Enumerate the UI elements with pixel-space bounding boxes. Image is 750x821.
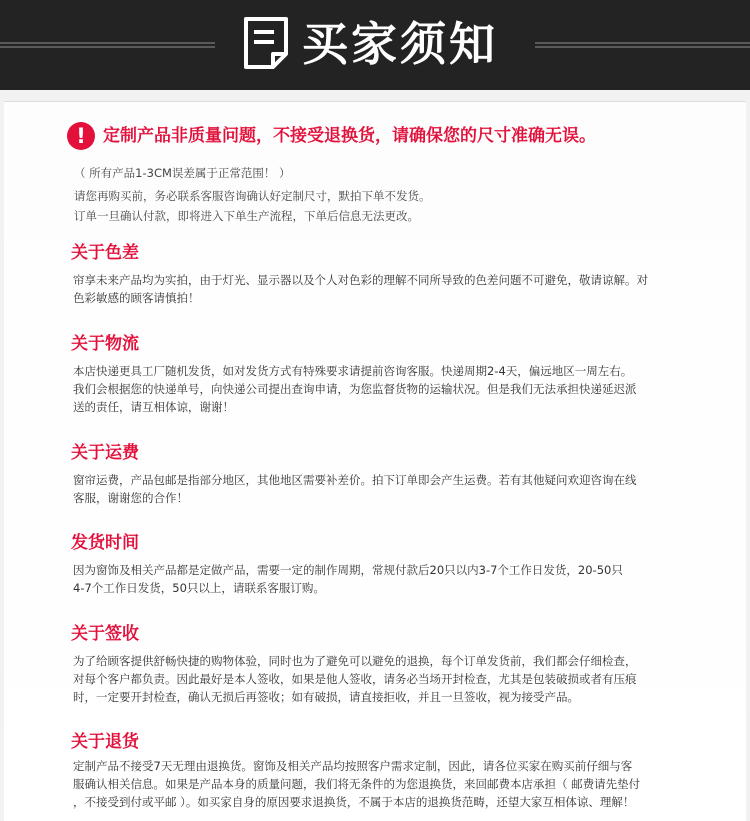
body-line: 服确认相关信息。如果是产品本身的质量问题，我们将无条件的为您退换货，来回邮费本店承担（ 邮费请先垫付 bbox=[73, 777, 641, 791]
body-line: 时，一定要开封检查，确认无损后再签收；如有破损，请直接拒收，并且一旦签收，视为接受产品。 bbox=[73, 690, 579, 704]
section-body-logistics bbox=[73, 362, 673, 416]
section-body-delivery-time bbox=[73, 561, 673, 597]
section-title-receipt: 关于签收 bbox=[71, 624, 139, 644]
note-line: 请您再购买前，务必联系客服咨询确认好定制尺寸，默拍下单不发货。 bbox=[74, 189, 431, 203]
body-line: 我们会根据您的快递单号，向快递公司提出查询申请，为您监督货物的运输状况。但是我们无法承担快递延迟派 bbox=[73, 382, 637, 396]
exclamation-icon: ! bbox=[67, 122, 95, 150]
warning-text: 定制产品非质量问题，不接受退换货，请确保您的尺寸准确无误。 bbox=[103, 126, 596, 146]
body-line: 客服，谢谢您的合作！ bbox=[73, 491, 188, 505]
section-title-returns: 关于退货 bbox=[71, 732, 139, 752]
section-title-delivery-time: 发货时间 bbox=[71, 533, 139, 553]
body-line: 送的责任，请互相体谅，谢谢！ bbox=[73, 400, 234, 414]
section-body-receipt bbox=[73, 652, 673, 706]
section-body-color bbox=[73, 271, 673, 307]
document-icon bbox=[243, 16, 289, 70]
body-line: 窗帘运费，产品包邮是指部分地区，其他地区需要补差价。拍下订单即会产生运费。若有其他疑问欢迎咨询在线 bbox=[73, 473, 637, 487]
page-title: 买家须知 bbox=[302, 17, 498, 71]
body-line: 色彩敏感的顾客请慎拍！ bbox=[73, 291, 200, 305]
section-body-shipping-fee bbox=[73, 471, 673, 507]
section-title-logistics: 关于物流 bbox=[71, 334, 139, 354]
body-line: ，不接受到付或平邮 ）。如买家自身的原因要求退换货，不属于本店的退换货范畴，还望大家互相体谅、理解！ bbox=[73, 795, 635, 809]
body-line: 4-7个工作日发货，50只以上，请联系客服订购。 bbox=[73, 581, 325, 595]
section-title-shipping-fee: 关于运费 bbox=[71, 443, 139, 463]
body-line: 定制产品不接受7天无理由退换货。窗饰及相关产品均按照客户需求定制，因此，请各位买家在购买前仔细与客 bbox=[73, 759, 633, 773]
body-line: 因为窗饰及相关产品都是定做产品，需要一定的制作周期，常规付款后20只以内3-7个工作日发货，20-50只 bbox=[73, 563, 623, 577]
section-title-color: 关于色差 bbox=[71, 243, 139, 263]
note-line: 订单一旦确认付款，即将进入下单生产流程，下单后信息无法更改。 bbox=[74, 209, 419, 223]
section-body-returns bbox=[73, 757, 673, 811]
body-line: 帘享未来产品均为实拍，由于灯光、显示器以及个人对色彩的理解不同所导致的色差问题不可避免，敬请谅解。对 bbox=[73, 273, 648, 287]
body-line: 本店快递更具工厂随机发货，如对发货方式有特殊要求请提前咨询客服。快递周期2-4天，偏远地区一周左右。 bbox=[73, 364, 633, 378]
body-line: 对每个客户都负责。因此最好是本人签收，如果是他人签收，请务必当场开封检查，尤其是包装破损或者有压痕 bbox=[73, 672, 637, 686]
note-line: （ 所有产品1-3CM误差属于正常范围！ ） bbox=[74, 166, 291, 180]
body-line: 为了给顾客提供舒畅快捷的购物体验，同时也为了避免可以避免的退换，每个订单发货前，我们都会仔细检查， bbox=[73, 654, 637, 668]
